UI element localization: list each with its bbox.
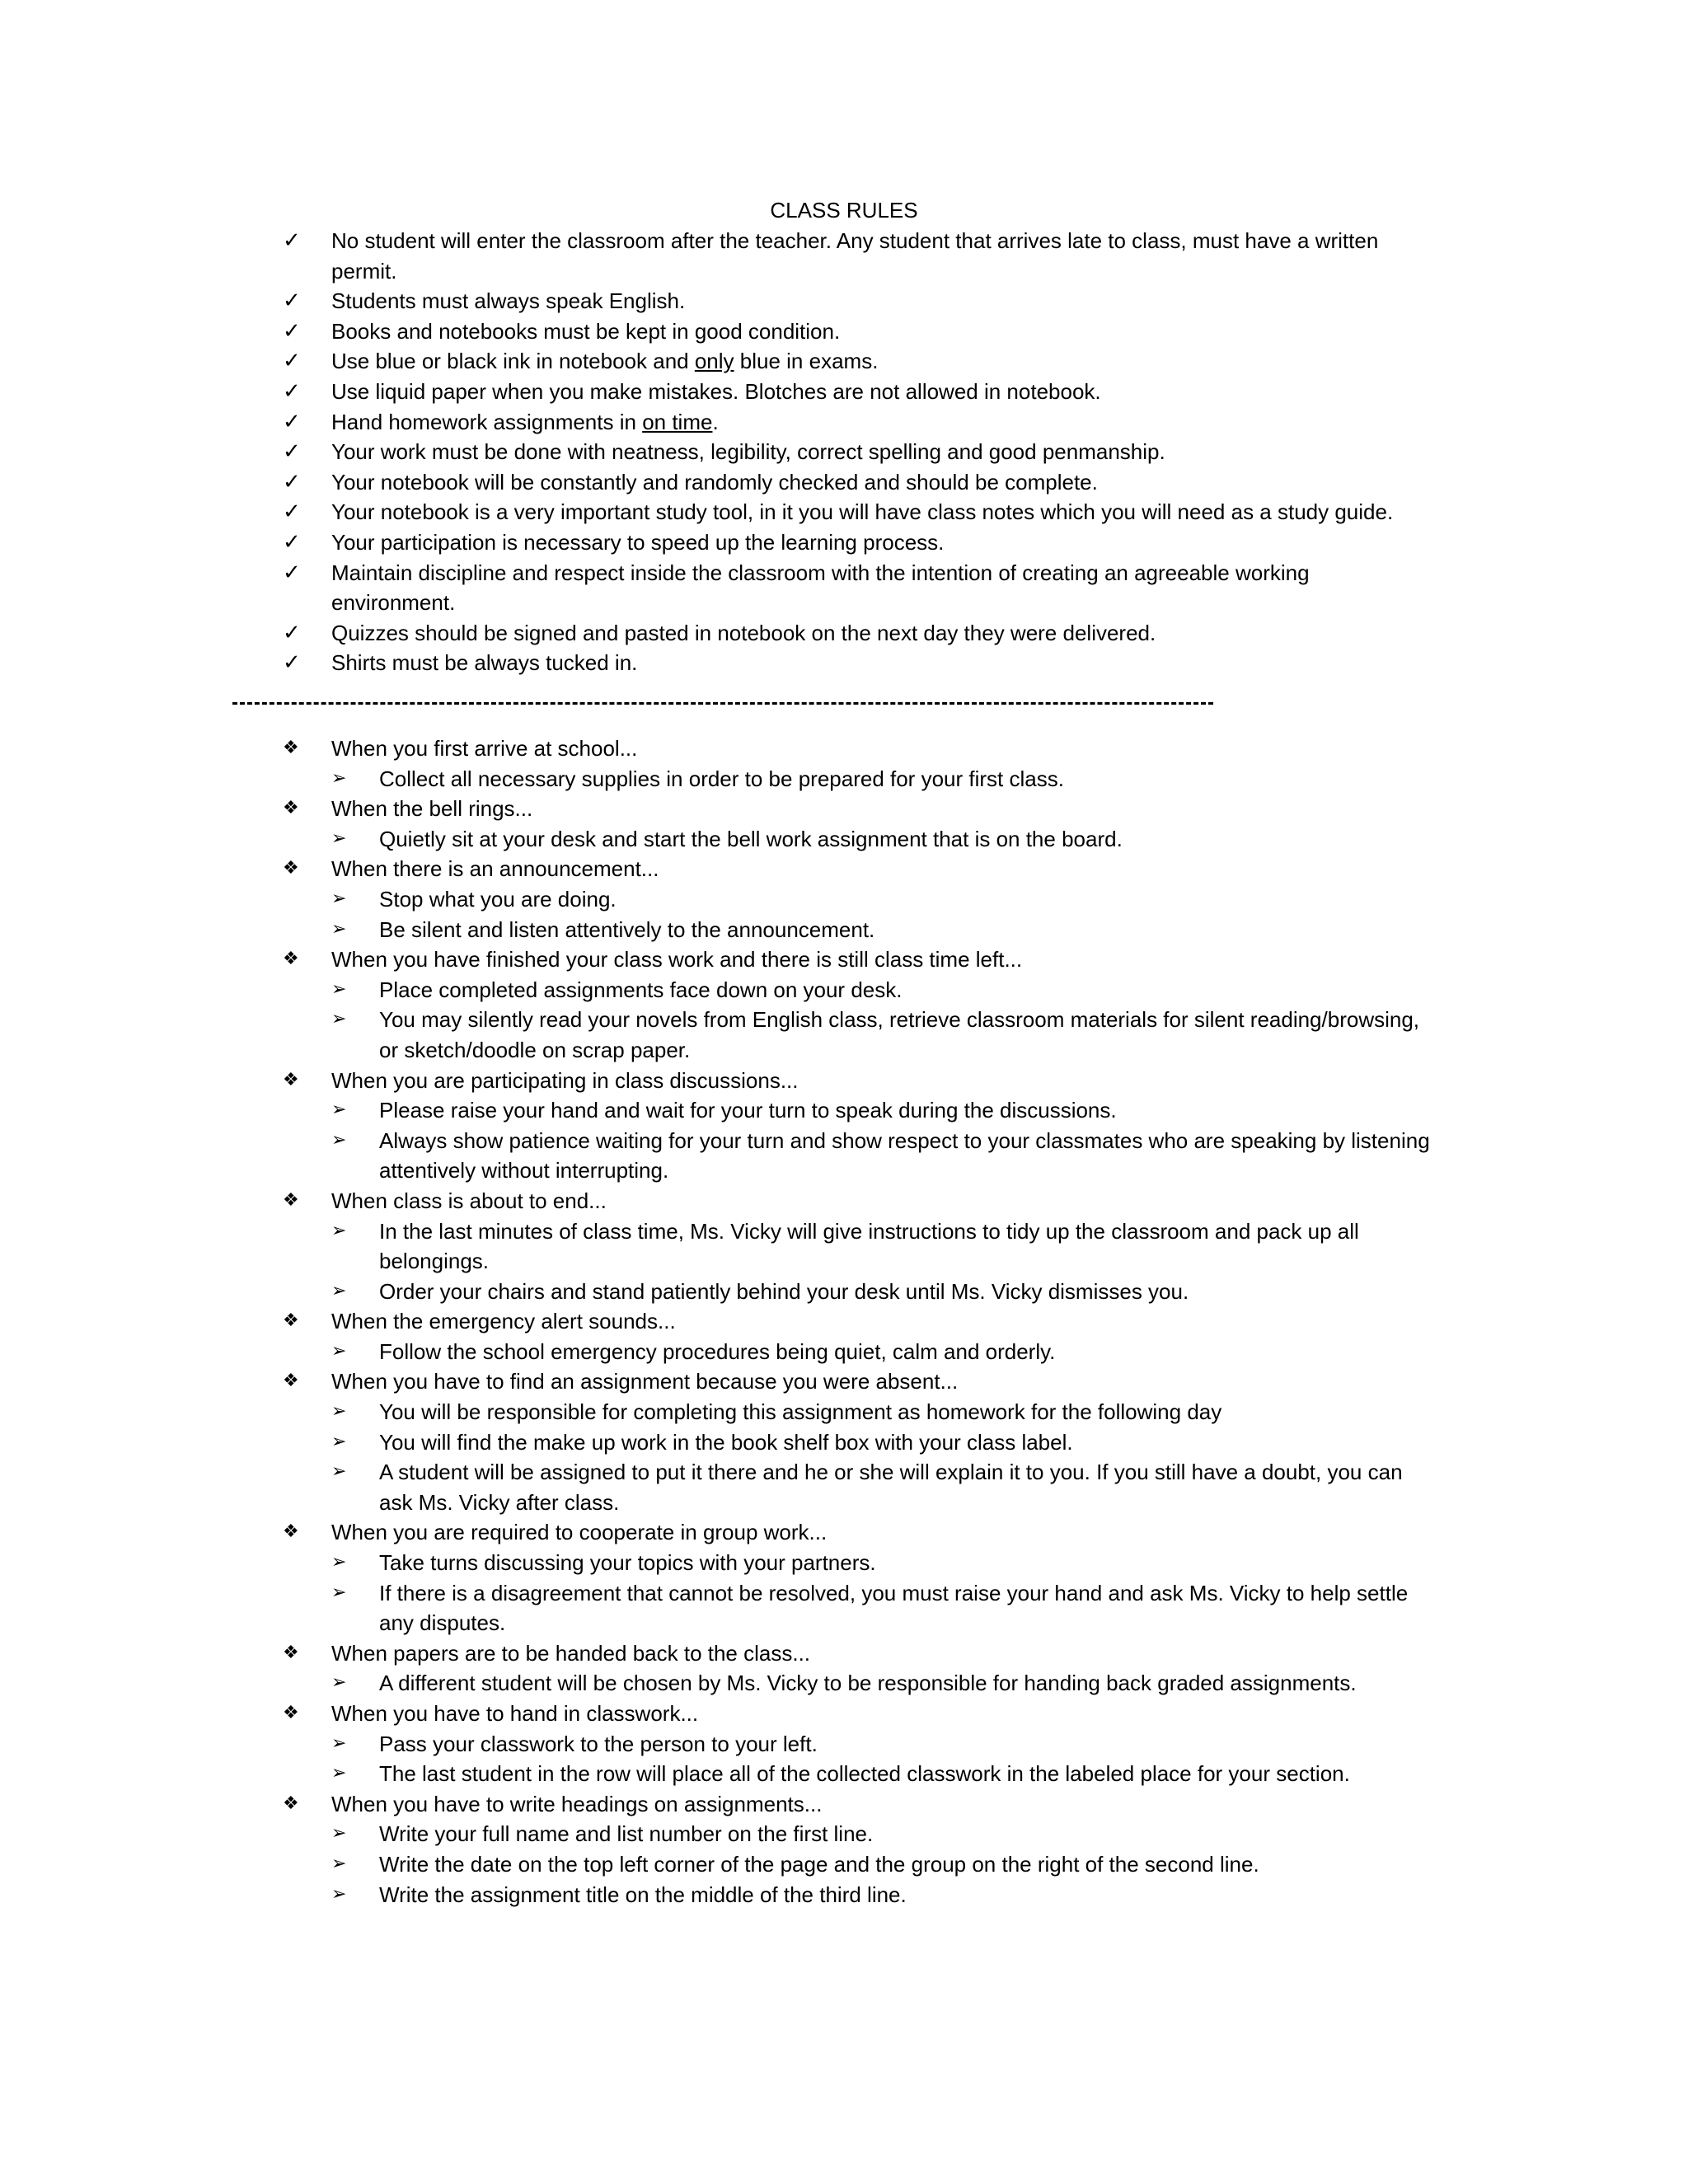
procedure-step <box>0 1427 1436 1458</box>
procedure-heading <box>0 733 1436 764</box>
procedure-step <box>0 1819 1436 1849</box>
class-rules-list <box>0 226 1688 678</box>
step-text: Write the assignment title on the middle of the third line. <box>379 1882 907 1907</box>
procedure-heading <box>0 794 1436 824</box>
procedure-heading <box>0 1306 1436 1337</box>
arrowhead-icon: ➢ <box>331 1129 347 1151</box>
procedure-heading-text: When there is an announcement... <box>331 856 659 882</box>
checkmark-icon: ✓ <box>283 650 301 676</box>
arrowhead-icon: ➢ <box>331 1582 347 1603</box>
rule-item <box>0 437 1419 467</box>
four-diamond-icon: ❖ <box>283 1069 299 1090</box>
rule-text: Use blue or black ink in notebook and <box>331 349 695 374</box>
underlined-text: only <box>694 349 734 374</box>
rule-item <box>0 346 1419 377</box>
arrowhead-icon: ➢ <box>331 1220 347 1241</box>
rule-text: Students must always speak English. <box>331 288 686 314</box>
procedure-step <box>0 1578 1436 1638</box>
procedure-heading-text: When you have to find an assignment because you were absent... <box>331 1369 959 1394</box>
rule-text: blue in exams. <box>734 349 879 374</box>
rule-text: Your notebook will be constantly and randomly checked and should be complete. <box>331 469 1098 494</box>
checkmark-icon: ✓ <box>283 288 301 314</box>
procedure-step <box>0 884 1436 915</box>
step-text: Collect all necessary supplies in order to be prepared for your first class. <box>379 766 1064 791</box>
arrowhead-icon: ➢ <box>331 827 347 849</box>
step-text: You may silently read your novels from English class, retrieve classroom materials for silent reading/browsing, or sketch/doodle on scrap paper. <box>379 1007 1420 1062</box>
rule-text: Use liquid paper when you make mistakes. Blotches are not allowed in notebook. <box>331 378 1101 404</box>
procedure-step <box>0 764 1436 794</box>
procedure-heading <box>0 1186 1436 1216</box>
step-text: Pass your classwork to the person to your left. <box>379 1731 818 1756</box>
rule-text: Hand homework assignments in <box>331 409 643 434</box>
procedure-heading-text: When you have to write headings on assignments... <box>331 1791 823 1816</box>
procedure-heading <box>0 1638 1436 1669</box>
four-diamond-icon: ❖ <box>283 858 299 879</box>
procedure-heading-text: When you are required to cooperate in group work... <box>331 1520 828 1545</box>
procedure-step <box>0 1668 1436 1699</box>
arrowhead-icon: ➢ <box>331 767 347 789</box>
procedure-heading <box>0 1789 1436 1820</box>
procedure-step <box>0 1880 1436 1910</box>
rule-text: Shirts must be always tucked in. <box>331 650 638 676</box>
four-diamond-icon: ❖ <box>283 1189 299 1211</box>
step-text: Please raise your hand and wait for your turn to speak during the discussions. <box>379 1098 1117 1123</box>
rule-item <box>0 648 1419 678</box>
rule-text: Your work must be done with neatness, legibility, correct spelling and good penmanship. <box>331 439 1165 465</box>
step-text: You will be responsible for completing this assignment as homework for the following day <box>379 1399 1222 1425</box>
arrowhead-icon: ➢ <box>331 1552 347 1573</box>
arrowhead-icon: ➢ <box>331 978 347 1000</box>
procedure-step <box>0 1759 1436 1789</box>
arrowhead-icon: ➢ <box>331 1431 347 1452</box>
step-text: Quietly sit at your desk and start the bell work assignment that is on the board. <box>379 826 1123 851</box>
procedure-heading-text: When papers are to be handed back to the class... <box>331 1640 811 1666</box>
rule-text: Books and notebooks must be kept in good condition. <box>331 318 841 344</box>
procedure-heading-text: When you are participating in class discussions... <box>331 1067 799 1093</box>
checkmark-icon: ✓ <box>283 439 301 465</box>
checkmark-icon: ✓ <box>283 469 301 494</box>
procedure-heading <box>0 1699 1436 1729</box>
rule-item <box>0 316 1419 347</box>
checkmark-icon: ✓ <box>283 620 301 645</box>
rule-item <box>0 618 1419 649</box>
checkmark-icon: ✓ <box>283 529 301 555</box>
arrowhead-icon: ➢ <box>331 1853 347 1874</box>
four-diamond-icon: ❖ <box>283 1793 299 1814</box>
arrowhead-icon: ➢ <box>331 1099 347 1121</box>
procedure-step <box>0 1277 1436 1307</box>
step-text: Place completed assignments face down on your desk. <box>379 977 903 1002</box>
rule-item <box>0 286 1419 316</box>
procedure-heading <box>0 1366 1436 1397</box>
dashed-divider <box>232 702 1213 705</box>
step-text: Always show patience waiting for your turn and show respect to your classmates who are speaking by listening attentively without interrupting. <box>379 1127 1430 1183</box>
rule-item <box>0 226 1419 286</box>
procedure-step <box>0 1457 1436 1517</box>
four-diamond-icon: ❖ <box>283 1703 299 1723</box>
arrowhead-icon: ➢ <box>331 1883 347 1905</box>
four-diamond-icon: ❖ <box>283 798 299 819</box>
arrowhead-icon: ➢ <box>331 1823 347 1844</box>
step-text: A different student will be chosen by Ms. Vicky to be responsible for handing back graded assignments. <box>379 1671 1357 1696</box>
procedure-heading-text: When the bell rings... <box>331 796 533 822</box>
step-text: A student will be assigned to put it there and he or she will explain it to you. If you still have a doubt, you can ask Ms. Vicky after class. <box>379 1460 1403 1515</box>
procedure-step <box>0 1548 1436 1578</box>
rule-text: Your participation is necessary to speed up the learning process. <box>331 529 945 555</box>
procedure-heading-text: When you have finished your class work and there is still class time left... <box>331 947 1023 972</box>
rule-text: Maintain discipline and respect inside the classroom with the intention of creating an agreeable working environment. <box>331 560 1310 616</box>
procedure-step <box>0 1095 1436 1126</box>
procedure-step <box>0 1729 1436 1760</box>
rule-text: Your notebook is a very important study tool, in it you will have class notes which you will need as a study guide. <box>331 499 1394 525</box>
four-diamond-icon: ❖ <box>283 1521 299 1543</box>
checkmark-icon: ✓ <box>283 349 301 374</box>
checkmark-icon: ✓ <box>283 499 301 525</box>
arrowhead-icon: ➢ <box>331 1401 347 1422</box>
procedure-heading-text: When you have to hand in classwork... <box>331 1701 699 1726</box>
arrowhead-icon: ➢ <box>331 1340 347 1361</box>
step-text: Write your full name and list number on the first line. <box>379 1821 874 1847</box>
four-diamond-icon: ❖ <box>283 1371 299 1392</box>
procedure-heading-text: When class is about to end... <box>331 1188 607 1213</box>
checkmark-icon: ✓ <box>283 560 301 585</box>
procedure-step <box>0 1005 1436 1065</box>
underlined-text: on time <box>642 409 713 434</box>
procedure-step <box>0 1849 1436 1880</box>
rule-text: . <box>712 409 719 434</box>
arrowhead-icon: ➢ <box>331 888 347 909</box>
checkmark-icon: ✓ <box>283 318 301 344</box>
arrowhead-icon: ➢ <box>331 1732 347 1754</box>
arrowhead-icon: ➢ <box>331 918 347 940</box>
arrowhead-icon: ➢ <box>331 1672 347 1694</box>
procedure-heading-text: When the emergency alert sounds... <box>331 1309 676 1334</box>
four-diamond-icon: ❖ <box>283 1642 299 1663</box>
procedure-heading <box>0 944 1436 975</box>
rule-text: Quizzes should be signed and pasted in notebook on the next day they were delivered. <box>331 620 1156 645</box>
step-text: Write the date on the top left corner of the page and the group on the right of the second line. <box>379 1851 1259 1877</box>
procedure-heading-text: When you first arrive at school... <box>331 736 638 761</box>
rule-item <box>0 527 1419 558</box>
procedure-step <box>0 1337 1436 1367</box>
step-text: If there is a disagreement that cannot be resolved, you must raise your hand and ask Ms. Vicky to help settle any disputes. <box>379 1580 1409 1636</box>
step-text: Follow the school emergency procedures being quiet, calm and orderly. <box>379 1338 1056 1364</box>
procedure-step <box>0 915 1436 945</box>
rule-item <box>0 497 1419 527</box>
checkmark-icon: ✓ <box>283 228 301 253</box>
arrowhead-icon: ➢ <box>331 1763 347 1784</box>
step-text: Be silent and listen attentively to the announcement. <box>379 916 875 942</box>
procedure-step <box>0 975 1436 1005</box>
step-text: Take turns discussing your topics with your partners. <box>379 1550 876 1576</box>
checkmark-icon: ✓ <box>283 409 301 434</box>
arrowhead-icon: ➢ <box>331 1461 347 1483</box>
rule-text: No student will enter the classroom after the teacher. Any student that arrives late to class, must have a written permit. <box>331 228 1379 284</box>
arrowhead-icon: ➢ <box>331 1280 347 1301</box>
checkmark-icon: ✓ <box>283 378 301 404</box>
four-diamond-icon: ❖ <box>283 1310 299 1332</box>
page-title: CLASS RULES <box>770 198 918 223</box>
step-text: The last student in the row will place all of the collected classwork in the labeled place for your section. <box>379 1761 1350 1787</box>
procedure-heading <box>0 1066 1436 1096</box>
rule-item <box>0 467 1419 498</box>
four-diamond-icon: ❖ <box>283 738 299 758</box>
procedure-heading <box>0 854 1436 884</box>
procedure-step <box>0 824 1436 855</box>
step-text: Order your chairs and stand patiently behind your desk until Ms. Vicky dismisses you. <box>379 1278 1189 1304</box>
rule-item <box>0 377 1419 407</box>
four-diamond-icon: ❖ <box>283 949 299 970</box>
step-text: In the last minutes of class time, Ms. Vicky will give instructions to tidy up the classroom and pack up all belongings. <box>379 1218 1359 1274</box>
step-text: You will find the make up work in the book shelf box with your class label. <box>379 1429 1073 1455</box>
procedure-heading <box>0 1517 1436 1548</box>
arrowhead-icon: ➢ <box>331 1009 347 1030</box>
procedure-step <box>0 1126 1436 1186</box>
step-text: Stop what you are doing. <box>379 886 617 912</box>
procedure-step <box>0 1216 1436 1277</box>
rule-item <box>0 407 1419 438</box>
procedure-step <box>0 1397 1436 1427</box>
rule-item <box>0 558 1419 618</box>
procedures-list <box>0 733 1688 1910</box>
